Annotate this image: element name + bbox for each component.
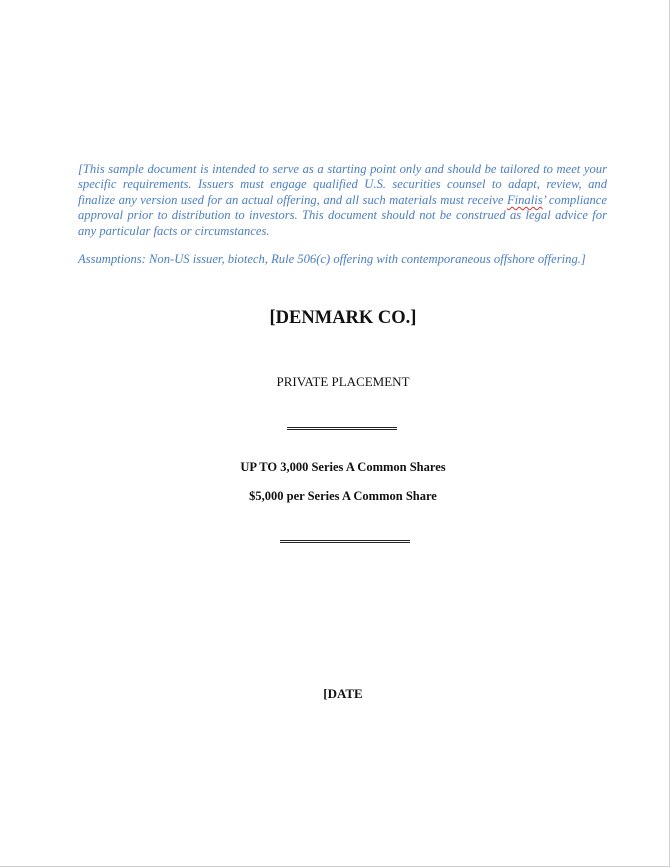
shares-offered-line: UP TO 3,000 Series A Common Shares	[240, 460, 446, 474]
disclaimer-text-end: ’ compliance approval prior to distribution to investors. This document should not be construed as legal advice for any particular facts or circumstances.	[78, 192, 607, 238]
disclaimer-text-start: [This sample document is intended to serve as a starting point only and should be tailored to meet your specific requirements. Issuers must engage qualified U.S. securities counsel to adapt, review, and finalize any version used for an actual offering, and all such materials must receive	[78, 162, 607, 207]
date-placeholder: [DATE	[323, 686, 363, 701]
company-name-heading: [DENMARK CO.]	[269, 308, 417, 328]
divider-line-bottom	[280, 540, 410, 543]
price-per-share-line: $5,000 per Series A Common Share	[249, 489, 437, 503]
offering-type-title: PRIVATE PLACEMENT	[276, 374, 410, 389]
divider-line-top	[287, 427, 397, 430]
disclaimer-note	[78, 162, 607, 239]
spellcheck-flagged-word[interactable]: Finalis	[506, 192, 543, 207]
assumptions-note: Assumptions: Non-US issuer, biotech, Rule 506(c) offering with contemporaneous offshore offering.]	[78, 252, 586, 266]
